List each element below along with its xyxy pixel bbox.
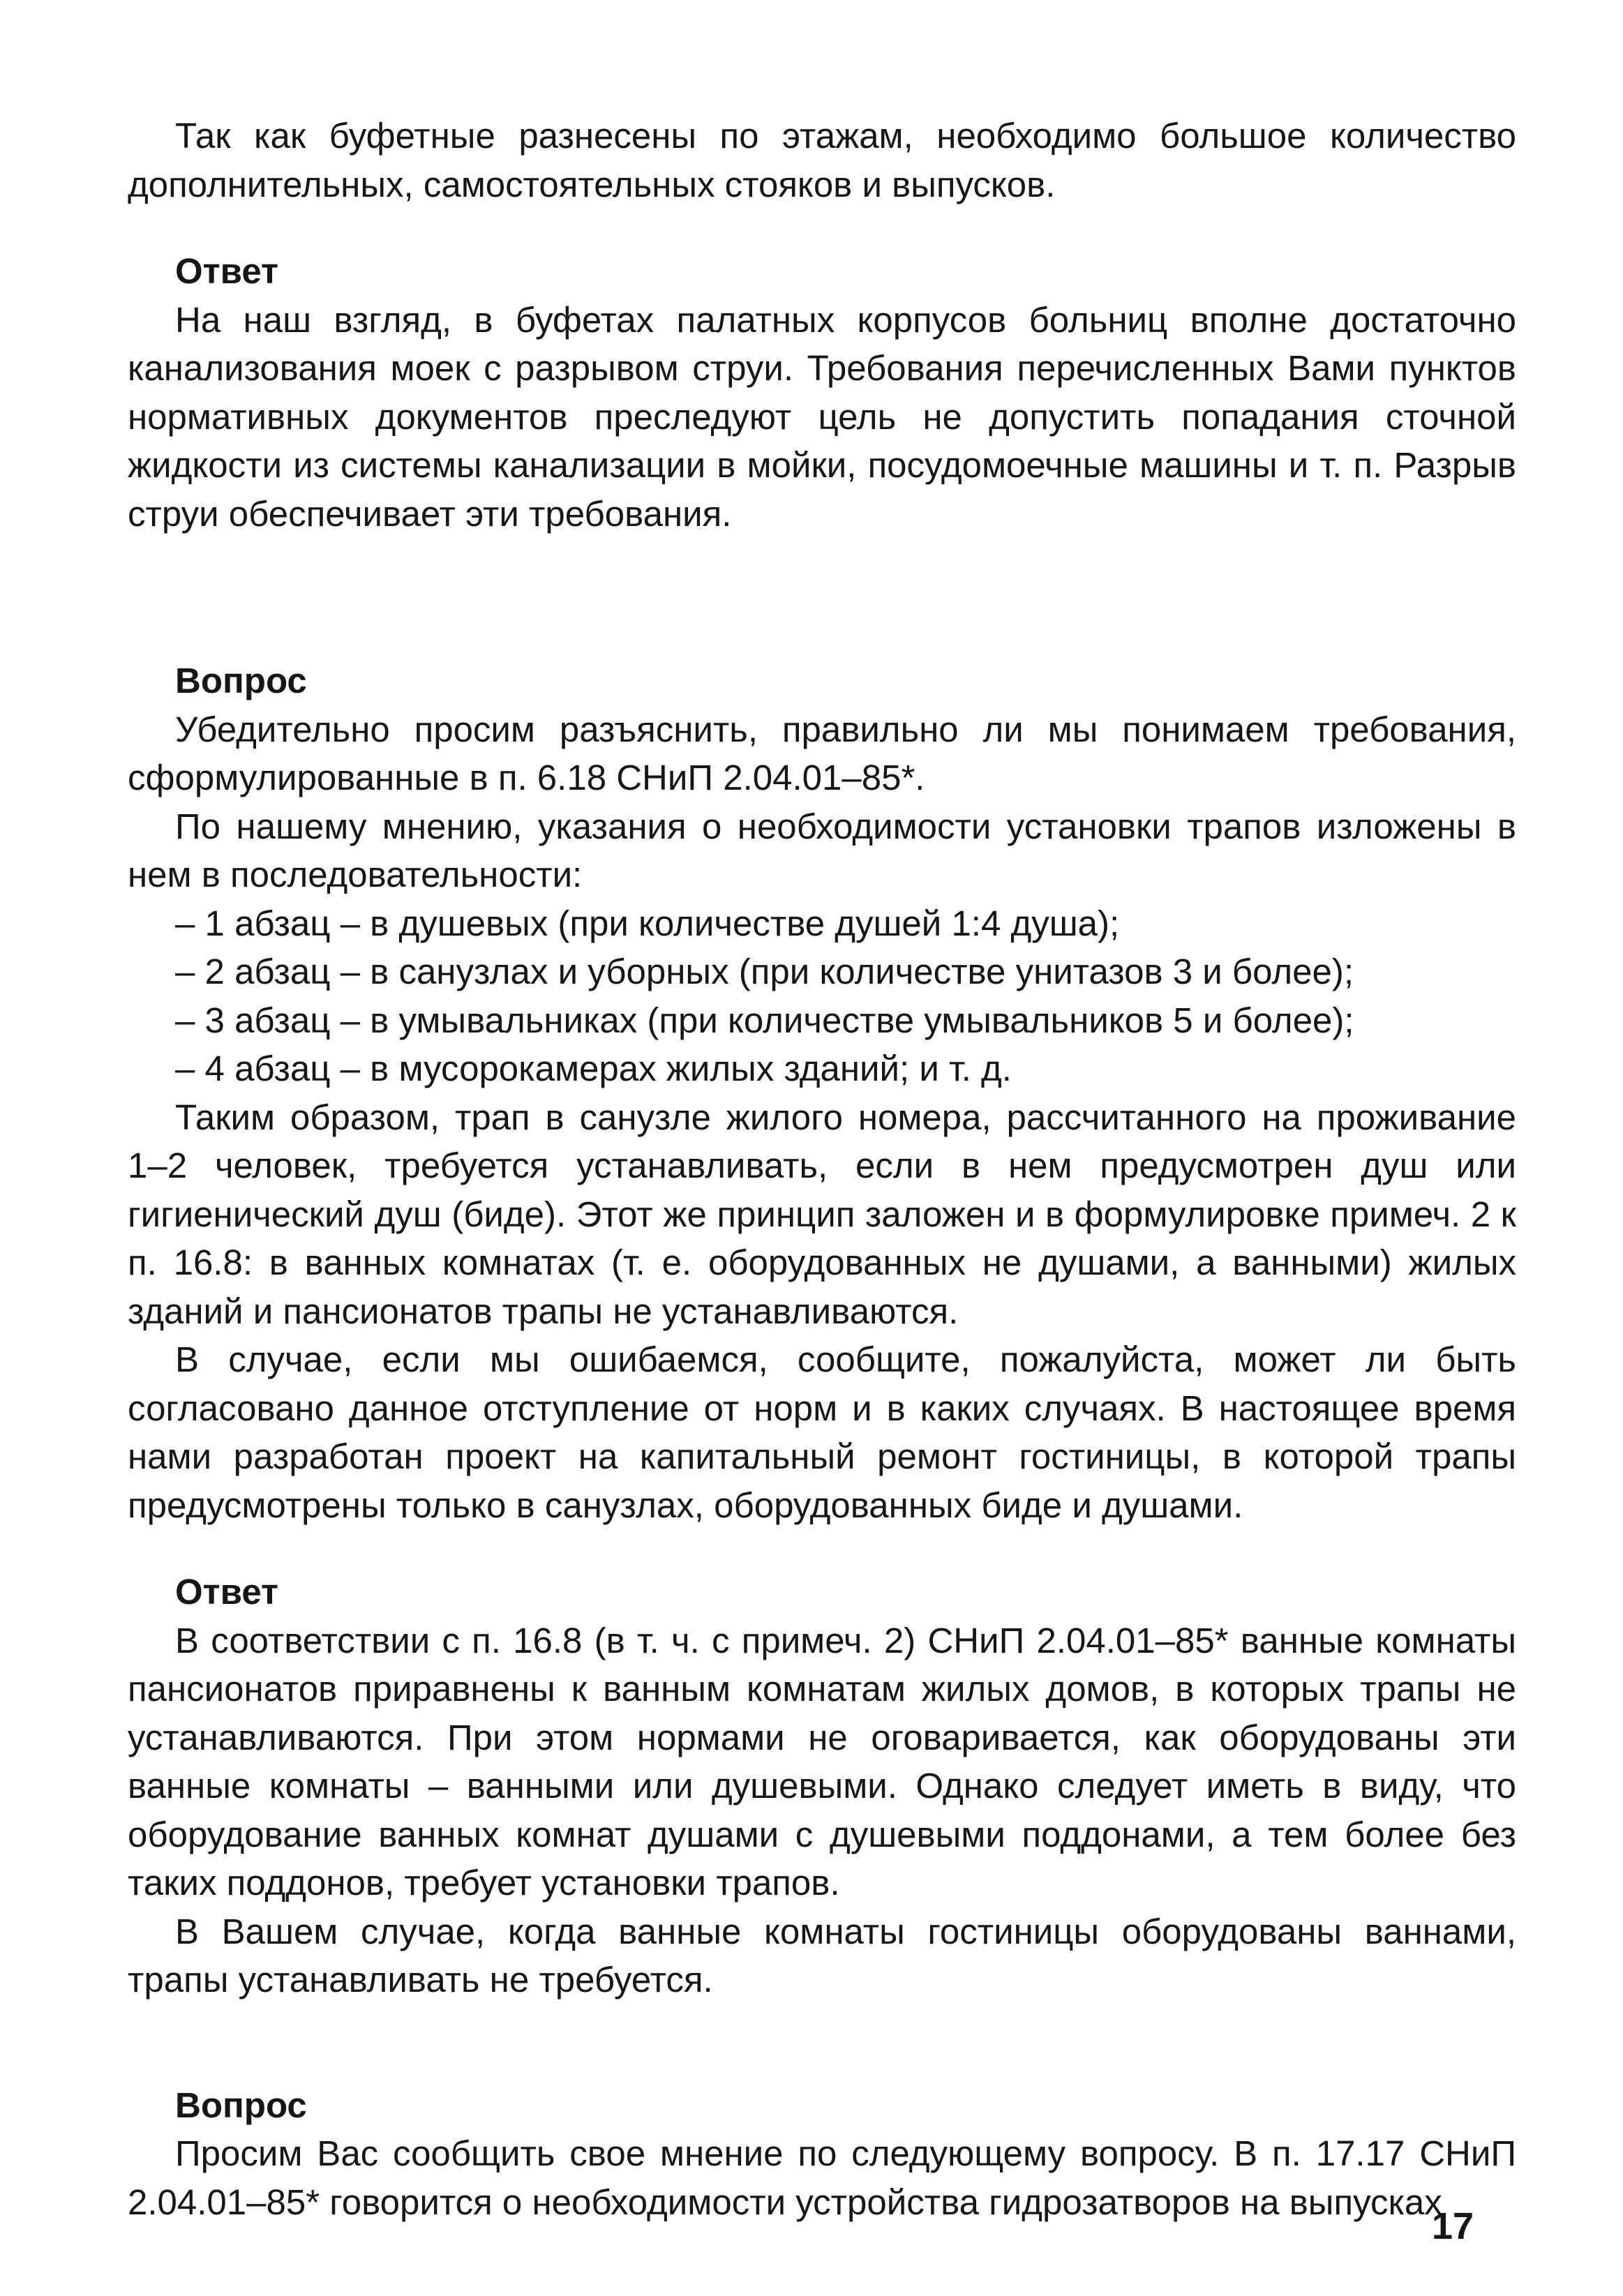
question-heading: Вопрос: [175, 2085, 307, 2125]
list-item: – 1 абзац – в душевых (при количестве душей 1:4 душа);: [175, 903, 1120, 943]
question-paragraph: Просим Вас сообщить свое мнение по следующему вопросу. В п. 17.17 СНиП 2.04.01–85* говорится о необходимости устройства гидрозатворов на выпусках: [128, 2133, 1516, 2222]
answer-heading: Ответ: [175, 1572, 278, 1612]
list-item: – 4 абзац – в мусорокамерах жилых зданий; и т. д.: [175, 1049, 1012, 1088]
answer-paragraph: На наш взгляд, в буфетах палатных корпусов больниц вполне достаточно канализования моек с разрывом струи. Требования перечисленных Вами пунктов нормативных документов преследуют цель не допустить попадания сточной жидкости из системы канализации в мойки, посудомоечные машины и т. п. Разрыв струи обеспечивает эти требования.: [128, 299, 1516, 534]
answer-heading: Ответ: [175, 251, 278, 291]
answer-paragraph: В Вашем случае, когда ванные комнаты гостиницы оборудованы ваннами, трапы устанавливать не требуется.: [128, 1911, 1516, 1999]
document-page: [128, 112, 1516, 2226]
page-number: 17: [1432, 2205, 1474, 2247]
question-heading: Вопрос: [175, 661, 307, 700]
question-paragraph: В случае, если мы ошибаемся, сообщите, пожалуйста, может ли быть согласовано данное отступление от норм и в каких случаях. В настоящее время нами разработан проект на капитальный ремонт гостиницы, в которой трапы предусмотрены только в санузлах, оборудованных биде и душами.: [128, 1340, 1516, 1525]
intro-paragraph: Так как буфетные разнесены по этажам, необходимо большое количество дополнительных, самостоятельных стояков и выпусков.: [128, 116, 1516, 204]
list-item: – 2 абзац – в санузлах и уборных (при количестве унитазов 3 и более);: [175, 952, 1354, 991]
question-paragraph: Убедительно просим разъяснить, правильно ли мы понимаем требования, сформулированные в п. 6.18 СНиП 2.04.01–85*.: [128, 709, 1516, 797]
question-paragraph: По нашему мнению, указания о необходимости установки трапов изложены в нем в последовательности:: [128, 806, 1516, 894]
answer-paragraph: В соответствии с п. 16.8 (в т. ч. с примеч. 2) СНиП 2.04.01–85* ванные комнаты пансионатов приравнены к ванным комнатам жилых домов, в которых трапы не устанавливаются. При этом нормами не оговаривается, как оборудованы эти ванные комнаты – ванными или душевыми. Однако следует иметь в виду, что оборудование ванных комнат душами с душевыми поддонами, а тем более без таких поддонов, требует установки трапов.: [128, 1620, 1516, 1903]
list-item: – 3 абзац – в умывальниках (при количестве умывальников 5 и более);: [175, 1000, 1354, 1040]
question-paragraph: Таким образом, трап в санузле жилого номера, рассчитанного на проживание 1–2 человек, требуется устанавливать, если в нем предусмотрен душ или гигиенический душ (биде). Этот же принцип заложен и в формулировке примеч. 2 к п. 16.8: в ванных комнатах (т. е. оборудованных не душами, а ванными) жилых зданий и пансионатов трапы не устанавливаются.: [128, 1097, 1516, 1331]
